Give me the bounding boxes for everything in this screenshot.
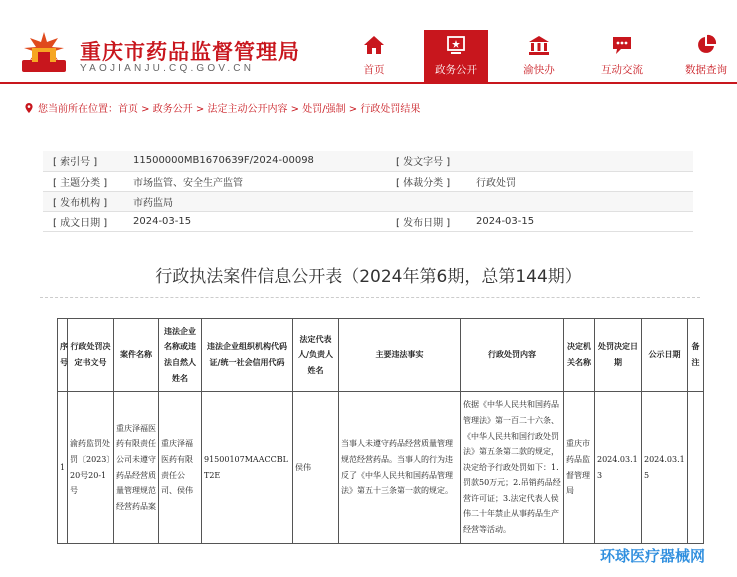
watermark-text: 环球医疗器械网 xyxy=(600,547,706,565)
site-subtitle: YAOJIANJU.CQ.GOV.CN xyxy=(80,63,255,74)
meta-date-label: [ 成文日期 ] xyxy=(43,211,123,231)
nav-gov-info-label: 政务公开 xyxy=(435,64,477,76)
meta-pub-label: [ 发布日期 ] xyxy=(388,211,466,231)
breadcrumb-item-penalty[interactable]: 处罚/强制 xyxy=(302,104,346,115)
meta-genre-label: [ 体裁分类 ] xyxy=(388,171,466,191)
title-divider xyxy=(40,297,700,298)
meta-issuer-label: [ 发布机构 ] xyxy=(43,191,123,211)
meta-subject-label: [ 主题分类 ] xyxy=(43,171,123,191)
chat-bubble-icon xyxy=(611,34,633,56)
nav-yukuaiban[interactable] xyxy=(513,30,565,82)
meta-row xyxy=(43,211,693,231)
meta-genre-value: 行政处罚 xyxy=(466,171,693,191)
breadcrumb-item-home[interactable]: 首页 xyxy=(118,104,138,115)
header-publish-date: 公示日期 xyxy=(642,319,688,392)
case-table-header xyxy=(58,319,704,392)
nav-interaction[interactable] xyxy=(596,30,648,82)
header-decision-date: 处罚决定日期 xyxy=(595,319,642,392)
header-authority: 决定机关名称 xyxy=(564,319,595,392)
nav-data-query[interactable] xyxy=(680,30,732,82)
cell-publish-date: 2024.03.15 xyxy=(642,392,688,544)
breadcrumb-item-result[interactable]: 行政处罚结果 xyxy=(360,104,421,115)
breadcrumb xyxy=(24,100,420,115)
cell-case-name: 重庆泽福医药有限责任公司未遵守药品经营质量管理规范经营药品案 xyxy=(114,392,159,544)
header-decision-doc-no: 行政处罚决定书文号 xyxy=(68,319,114,392)
gov-info-icon xyxy=(445,34,467,56)
table-row xyxy=(58,392,704,544)
header-divider xyxy=(0,82,737,84)
meta-doc-no-value xyxy=(466,151,693,171)
header-legal-rep: 法定代表人/负责人姓名 xyxy=(293,319,339,392)
cell-main-facts: 当事人未遵守药品经营质量管理规范经营药品。当事人的行为违反了《中华人民共和国药品管理法》第五十三条第一款的规定。 xyxy=(339,392,461,544)
site-header xyxy=(0,0,737,88)
document-meta-table xyxy=(43,151,693,232)
header-remark: 备注 xyxy=(688,319,704,392)
meta-row xyxy=(43,191,693,211)
meta-index-value: 11500000MB1670639F/2024-00098 xyxy=(123,151,388,171)
emblem-logo-icon xyxy=(18,30,70,74)
location-pin-icon xyxy=(24,103,34,113)
meta-date-value: 2024-03-15 xyxy=(123,211,388,231)
breadcrumb-separator: > xyxy=(287,104,303,115)
header-party-name: 违法企业名称或违法自然人姓名 xyxy=(159,319,202,392)
page-title: 行政执法案件信息公开表（2024年第6期，总第144期） xyxy=(155,267,582,287)
meta-row xyxy=(43,151,693,171)
cell-decision-doc-no: 渝药监罚处罚〔2023〕20号20-1号 xyxy=(68,392,114,544)
government-building-icon xyxy=(528,34,550,56)
home-icon xyxy=(363,34,385,56)
nav-yukuaiban-label: 渝快办 xyxy=(523,64,555,76)
nav-gov-info[interactable] xyxy=(424,30,488,82)
cell-credit-code: 91500107MAACCBLT2E xyxy=(202,392,293,544)
breadcrumb-separator: > xyxy=(138,104,153,115)
header-penalty: 行政处罚内容 xyxy=(461,319,564,392)
breadcrumb-prefix: 您当前所在位置： xyxy=(38,104,118,115)
cell-penalty: 依据《中华人民共和国药品管理法》第一百二十六条、《中华人民共和国行政处罚法》第五条第二款的规定，决定给予行政处罚如下：1.罚款50万元；2.吊销药品经营许可证；3.法定代表人侯伟二十年禁止从事药品生产经营等活动。 xyxy=(461,392,564,544)
meta-index-label: [ 索引号 ] xyxy=(43,151,123,171)
cell-decision-date: 2024.03.13 xyxy=(595,392,642,544)
meta-doc-no-label: [ 发文字号 ] xyxy=(388,151,466,171)
header-main-facts: 主要违法事实 xyxy=(339,319,461,392)
pie-chart-icon xyxy=(695,34,717,56)
breadcrumb-separator: > xyxy=(192,104,208,115)
breadcrumb-separator: > xyxy=(345,104,361,115)
breadcrumb-item-gov-info[interactable]: 政务公开 xyxy=(152,104,193,115)
nav-interaction-label: 互动交流 xyxy=(601,64,643,76)
site-title[interactable]: 重庆市药品监督管理局 xyxy=(80,40,300,64)
meta-pub-value: 2024-03-15 xyxy=(466,211,693,231)
cell-remark xyxy=(688,392,704,544)
header-credit-code: 违法企业组织机构代码证/统一社会信用代码 xyxy=(202,319,293,392)
case-info-table xyxy=(57,318,704,544)
cell-authority: 重庆市药品监督管理局 xyxy=(564,392,595,544)
header-seq: 序号 xyxy=(58,319,68,392)
breadcrumb-item-statutory[interactable]: 法定主动公开内容 xyxy=(207,104,288,115)
meta-row xyxy=(43,171,693,191)
meta-subject-value: 市场监管、安全生产监管 xyxy=(123,171,388,191)
header-case-name: 案件名称 xyxy=(114,319,159,392)
nav-home-label: 首页 xyxy=(363,64,385,76)
cell-seq: 1 xyxy=(58,392,68,544)
cell-party-name: 重庆泽福医药有限责任公司、侯伟 xyxy=(159,392,202,544)
nav-data-query-label: 数据查询 xyxy=(685,64,727,76)
meta-issuer-value: 市药监局 xyxy=(123,191,388,211)
nav-home[interactable] xyxy=(350,30,398,82)
cell-legal-rep: 侯伟 xyxy=(293,392,339,544)
